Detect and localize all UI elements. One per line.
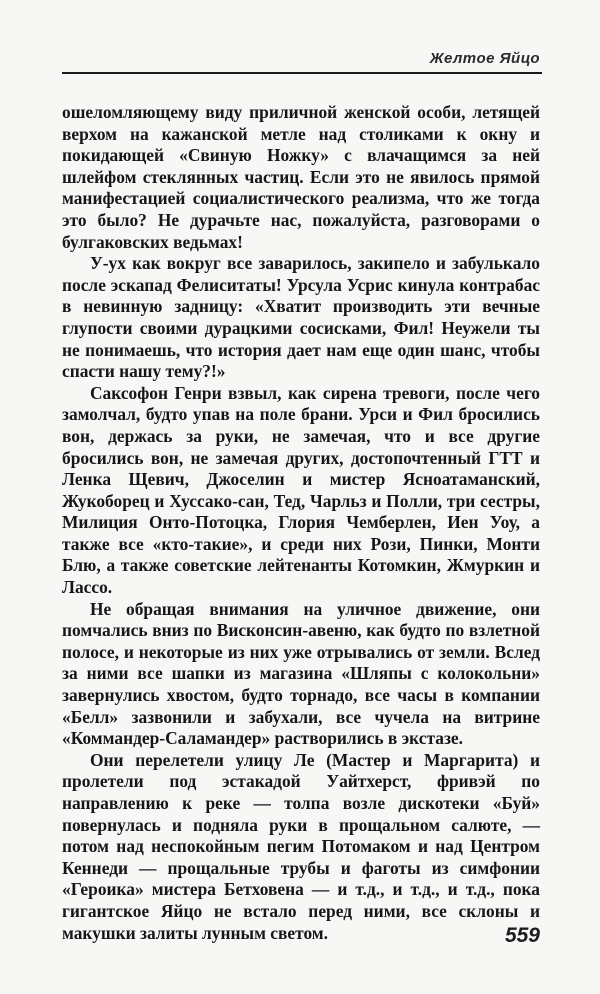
paragraph: Не обращая внимания на уличное движение, они помчались вниз по Висконсин-авеню, как будто по взлетной полосе, и некоторые из них уже отрывались от земли. Вслед за ними все шапки из магазина «Шляпы с колокольни» завернулись хвостом, будто торнадо, все часы в компании «Белл» зазвонили и забухали, все чучела на витрине «Коммандер-Саламандер» растворились в экстазе. [62,598,540,749]
page-number: 559 [504,924,540,947]
paragraph: Они перелетели улицу Ле (Мастер и Маргарита) и пролетели под эстакадой Уайтхерст, фривэй по направлению к реке — толпа возле дискотеки «Буй» повернулась и подняла руки в прощальном салюте, — потом над неспокойным пегим Потомаком и над Центром Кеннеди — прощальные трубы и фаготы из симфонии «Героика» мистера Бетховена — и т.д., и т.д., и т.д., пока гигантское Яйцо не встало перед ними, все склоны и макушки залиты лунным светом. [62,749,540,943]
running-header [62,50,542,74]
paragraph: У-ух как вокруг все заварилось, закипело и забулькало после эскапад Фелиситаты! Урсула Усрис кинула контрабас в невинную задницу: «Хватит производить эти вечные глупости своими дурацкими сосисками, Фил! Неужели ты не понимаешь, что история дает нам еще один шанс, чтобы спасти нашу тему?!» [62,253,540,382]
running-title: Желтое Яйцо [429,50,540,67]
paragraph: Саксофон Генри взвыл, как сирена тревоги, после чего замолчал, будто упав на поле брани. Урси и Фил бросились вон, держась за руки, не замечая, что и все другие бросились вон, не замечая других, достопочтенный ГТТ и Ленка Щевич, Джоселин и мистер Ясноатаманский, Жукоборец и Хуссако-сан, Тед, Чарльз и Полли, три сестры, Милиция Онто-Потоцка, Глория Чемберлен, Иен Уоу, а также все «кто-такие», и среди них Рози, Пинки, Монти Блю, а также советские лейтенанты Котомкин, Жмуркин и Лассо. [62,382,540,598]
page-body-text [62,102,540,944]
paragraph-continuation: ошеломляющему виду приличной женской особи, летящей верхом на кажанской метле над столиками к окну и покидающей «Свиную Ножку» с влачащимся за ней шлейфом стеклянных частиц. Если это не явилось прямой манифестацией социалистического реализма, что же тогда это было? Не дурачьте нас, пожалуйста, разговорами о булгаковских ведьмах! [62,102,540,252]
